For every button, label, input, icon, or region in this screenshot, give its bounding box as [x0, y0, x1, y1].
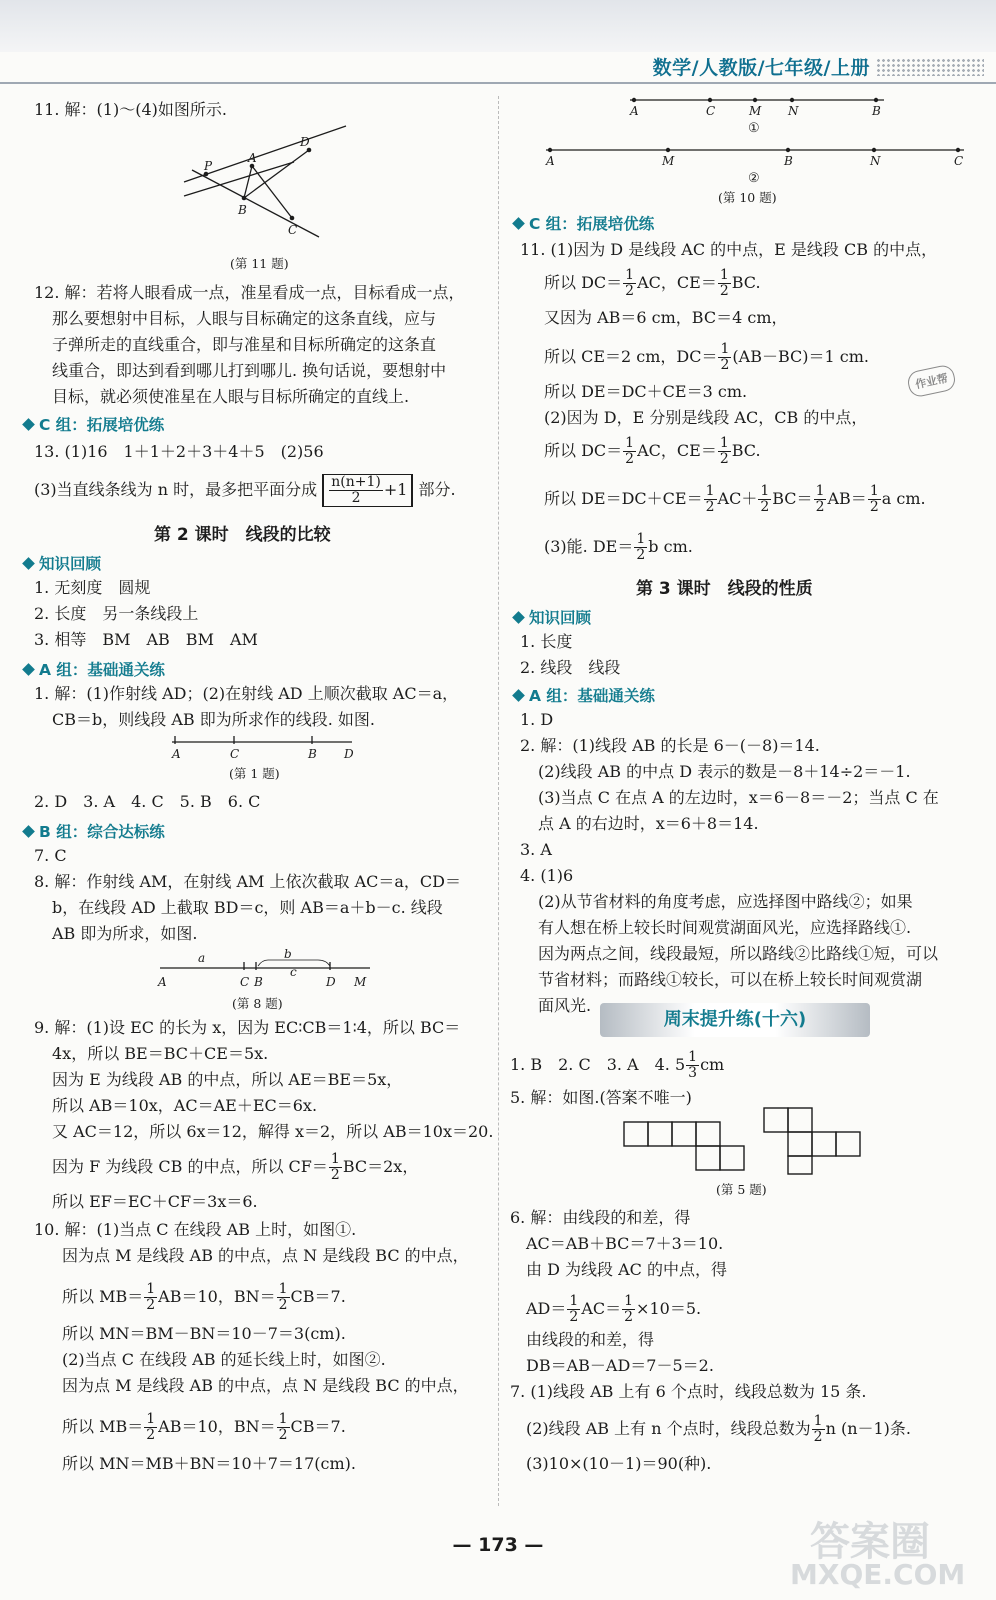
c11e4-pre: 所以 DE＝DC＋CE＝ [544, 489, 703, 508]
recall-right-1: 1. 长度 [520, 632, 573, 651]
fig11-label-c: C [288, 223, 298, 237]
diamond-icon [22, 663, 35, 676]
column-divider [498, 96, 499, 1506]
c11e4-c: AB＝ [827, 489, 867, 508]
c11e2-post: (AB－BC)＝1 cm. [732, 347, 869, 366]
q13-denominator: 2 [351, 490, 361, 506]
w6eq-post: ×10＝5. [636, 1299, 702, 1318]
b10-eq-2 [62, 1412, 346, 1443]
w1-frac [686, 1050, 699, 1081]
c11e2-num: 1 [720, 341, 730, 357]
c11e4-post: a cm. [881, 489, 926, 508]
c11-line-4: (2)因为 D，E 分别是线段 AC，CB 的中点， [544, 408, 868, 427]
c11e4-frac-4 [868, 484, 881, 515]
fig8-label-c: C [240, 975, 250, 989]
c11e3-den-2: 2 [719, 451, 729, 467]
w6eq-num-1: 1 [569, 1293, 579, 1309]
lesson-2-title: 第 2 课时 线段的比较 [154, 525, 331, 545]
fig10-mark-2: ② [748, 171, 760, 186]
watermark-stamp: 作业帮 [906, 363, 957, 398]
b10e2-post: CB＝7. [290, 1417, 346, 1436]
q13-part-3 [34, 474, 456, 507]
fig8-label-seg-a: a [198, 951, 206, 965]
header-rule [0, 82, 996, 84]
fig10-l2-m: M [662, 154, 675, 168]
header-dot-pattern [876, 58, 984, 76]
b10e1-mid: AB＝10，BN＝ [158, 1287, 276, 1306]
b10-part2-line-2: 因为点 M 是线段 AB 的中点，点 N 是线段 BC 的中点， [62, 1376, 469, 1395]
fig11-label-p: P [204, 159, 213, 173]
c11e1-frac-2 [718, 268, 731, 299]
b10e2-num-1: 1 [146, 1411, 156, 1427]
c11e4-den-3: 2 [815, 499, 825, 515]
b9-line-6 [52, 1152, 418, 1183]
w7-line-1: 7. (1)线段 AB 上有 6 个点时，线段总数为 15 条. [510, 1382, 867, 1401]
w5: 5. 解：如图.(答案不唯一) [510, 1088, 692, 1107]
w6eq-pre: AD＝ [526, 1299, 567, 1318]
fig10-l1-c: C [706, 104, 716, 118]
q13-bracket [322, 474, 413, 507]
fig8-label-d: D [326, 975, 336, 989]
w1-num: 1 [688, 1049, 698, 1065]
b8-line-2: b，在线段 AD 上截取 BD＝c，则 AB＝a＋b－c. 线段 [52, 898, 443, 917]
c11e4-den-4: 2 [869, 499, 879, 515]
w6-line-3: 由 D 为线段 AC 的中点，得 [526, 1260, 727, 1279]
ra2-line-2: (2)线段 AB 的中点 D 表示的数是－8＋14÷2＝－1. [538, 762, 911, 781]
b10e1-num-2: 1 [278, 1281, 288, 1297]
fig10-l2-c: C [954, 154, 964, 168]
q13-numerator: n(n+1) [331, 474, 381, 490]
recall-right-2: 2. 线段 线段 [520, 658, 621, 677]
fig1-label-c: C [230, 747, 240, 761]
c11-eq-5 [544, 532, 693, 563]
diamond-icon [512, 689, 525, 702]
w6eq-frac-2 [622, 1294, 635, 1325]
recall-2: 2. 长度 另一条线段上 [34, 604, 199, 623]
c11e3-mid: AC，CE＝ [637, 441, 717, 460]
fig8-label-b: B [254, 975, 263, 989]
w6eq-mid: AC＝ [581, 1299, 622, 1318]
ra4-line-3: 有人想在桥上较长时间观赏湖面风光，应选择路线①. [538, 918, 912, 937]
section-b-label: B 组：综合达标练 [39, 823, 165, 841]
b9-line-3: 因为 E 为线段 AB 的中点，所以 AE＝BE＝5x， [52, 1070, 403, 1089]
fig5-caption: (第 5 题) [716, 1182, 767, 1197]
b10-part2-line-1: (2)当点 C 在线段 AB 的延长线上时，如图②. [62, 1350, 386, 1369]
w7-line-2 [526, 1414, 911, 1445]
c11e4-num-3: 1 [815, 483, 825, 499]
section-recall-label: 知识回顾 [39, 555, 102, 573]
header-title: 数学/人教版/七年级/上册 [652, 57, 870, 79]
b9f-post: BC＝2x， [342, 1157, 419, 1176]
b10e2-mid: AB＝10，BN＝ [158, 1417, 276, 1436]
a1-line-2: CB＝b，则线段 AB 即为所求作的线段. 如图. [52, 710, 375, 729]
q12-line-4: 线重合，即达到看到哪儿打到哪儿. 换句话说，要想射中 [52, 361, 447, 380]
figure-11 [184, 120, 394, 260]
c11e2-pre: 所以 CE＝2 cm，DC＝ [544, 347, 718, 366]
c11e4-frac-2 [758, 484, 771, 515]
fig11-caption: (第 11 题) [230, 256, 289, 271]
watermark-site: 答案圈 [810, 1519, 930, 1565]
c11e5-frac [634, 532, 647, 563]
c11e5-post: b cm. [648, 537, 693, 556]
c11e3-den-1: 2 [625, 451, 635, 467]
diamond-icon [512, 611, 525, 624]
c11e2-den: 2 [720, 357, 730, 373]
w6-line-1: 6. 解：由线段的和差，得 [510, 1208, 691, 1227]
c11e5-num: 1 [636, 531, 646, 547]
c11e4-a: AC＋ [717, 489, 758, 508]
q11-text: 11. 解：(1)～(4)如图所示. [34, 100, 227, 119]
b9-line-1: 9. 解：(1)设 EC 的长为 x，因为 EC∶CB＝1∶4，所以 BC＝ [34, 1018, 461, 1037]
q13-part-1: 13. (1)16 1＋1＋2＋3＋4＋5 (2)56 [34, 442, 324, 461]
fig11-label-d: D [300, 135, 310, 149]
c11e1-frac-1 [623, 268, 636, 299]
w6eq-num-2: 1 [624, 1293, 634, 1309]
section-b-group [24, 820, 165, 842]
ra1: 1. D [520, 710, 554, 729]
fig10-l1-m: M [749, 104, 762, 118]
c11-eq-4 [544, 484, 926, 515]
section-c-label-right: C 组：拓展培优练 [529, 215, 655, 233]
q13-pre: (3)当直线条线为 n 时，最多把平面分成 [34, 480, 318, 499]
c11e4-num-2: 1 [760, 483, 770, 499]
section-a-label-right: A 组：基础通关练 [529, 687, 655, 705]
q12-line-5: 目标，就必须使准星在人眼与目标所确定的直线上. [52, 387, 410, 406]
page-number: — 173 — [452, 1534, 544, 1556]
b10-result-1: 所以 MN＝BM－BN＝10－7＝3(cm). [62, 1324, 346, 1343]
c11-line-2: 又因为 AB＝6 cm，BC＝4 cm， [544, 308, 788, 327]
w7-post: n (n－1)条. [825, 1419, 912, 1438]
w6-eq [526, 1294, 701, 1325]
figure-5-nets [624, 1104, 944, 1174]
section-a-group-right [514, 684, 655, 706]
c11e3-num-1: 1 [625, 435, 635, 451]
fig10-l2-a: A [546, 154, 555, 168]
ra4-line-2: (2)从节省材料的角度考虑，应选择图中路线②；如果 [538, 892, 913, 911]
b10-line-1: 10. 解：(1)当点 C 在线段 AB 上时，如图①. [34, 1220, 357, 1239]
c11e4-den-2: 2 [760, 499, 770, 515]
b10-eq-1 [62, 1282, 346, 1313]
w7-frac [812, 1414, 825, 1445]
b10e1-num-1: 1 [146, 1281, 156, 1297]
q12-line-3: 子弹所走的直线重合，即与准星和目标所确定的这条直 [52, 335, 437, 354]
b9-line-7: 所以 EF＝EC＋CF＝3x＝6. [52, 1192, 258, 1211]
watermark-url: MXQE.COM [790, 1558, 966, 1591]
b9-line-4: 所以 AB＝10x，AC＝AE＋EC＝6x. [52, 1096, 318, 1115]
c11-eq-1 [544, 268, 761, 299]
lesson-3-title: 第 3 课时 线段的性质 [636, 579, 813, 599]
fig8-label-a: A [158, 975, 167, 989]
section-c-label: C 组：拓展培优练 [39, 416, 165, 434]
section-c-group-left [24, 413, 164, 435]
b9f-fraction [329, 1152, 342, 1183]
b9-line-2: 4x，所以 BE＝BC＋CE＝5x. [52, 1044, 269, 1063]
b10e2-pre: 所以 MB＝ [62, 1417, 144, 1436]
q13-post: 部分. [418, 480, 456, 499]
weekend-practice-banner: 周末提升练(十六) [600, 1003, 870, 1037]
ra4-line-5: 节省材料；而路线①较长，可以在桥上较长时间观赏湖 [538, 970, 923, 989]
fig1-caption: (第 1 题) [229, 766, 280, 781]
b10e1-den-2: 2 [278, 1297, 288, 1313]
c11e1-pre: 所以 DC＝ [544, 273, 623, 292]
c11e4-frac-3 [814, 484, 827, 515]
c11e4-den-1: 2 [705, 499, 715, 515]
c11e3-pre: 所以 DC＝ [544, 441, 623, 460]
q13-fraction [329, 475, 383, 506]
c11e1-den-2: 2 [719, 283, 729, 299]
fig10-l1-b: B [872, 104, 881, 118]
c11e1-num-2: 1 [719, 267, 729, 283]
diamond-icon [22, 418, 35, 431]
b10e1-pre: 所以 MB＝ [62, 1287, 144, 1306]
c11e4-frac-1 [704, 484, 717, 515]
ra4-line-4: 因为两点之间，线段最短，所以路线②比路线①短，可以 [538, 944, 939, 963]
ra2-line-1: 2. 解：(1)线段 AB 的长是 6－(－8)＝14. [520, 736, 820, 755]
fig8-label-m: M [354, 975, 367, 989]
c11e3-frac-2 [718, 436, 731, 467]
ra4-line-1: 4. (1)6 [520, 866, 574, 885]
a-answers-2-6: 2. D 3. A 4. C 5. B 6. C [34, 792, 261, 811]
w7-pre: (2)线段 AB 上有 n 个点时，线段总数为 [526, 1419, 811, 1438]
c11e5-den: 2 [636, 547, 646, 563]
section-recall-label-right: 知识回顾 [529, 609, 592, 627]
diamond-icon [512, 217, 525, 230]
b8-line-1: 8. 解：作射线 AM，在射线 AM 上依次截取 AC＝a，CD＝ [34, 872, 461, 891]
c11e4-num-1: 1 [705, 483, 715, 499]
c11-line-1: 11. (1)因为 D 是线段 AC 的中点，E 是线段 CB 的中点， [520, 240, 938, 259]
fig10-l1-a: A [630, 104, 639, 118]
b8-line-3: AB 即为所求，如图. [52, 924, 198, 943]
b9f-den: 2 [330, 1167, 340, 1183]
c11e3-frac-1 [623, 436, 636, 467]
fig10-mark-1: ① [748, 121, 760, 136]
ra2-line-4: 点 A 的右边时，x＝6＋8＝14. [538, 814, 759, 833]
recall-3: 3. 相等 BM AB BM AM [34, 630, 258, 649]
b9f-pre: 因为 F 为线段 CB 的中点，所以 CF＝ [52, 1157, 328, 1176]
fig10-l2-b: B [784, 154, 793, 168]
c11e3-post: BC. [731, 441, 761, 460]
recall-1: 1. 无刻度 圆规 [34, 578, 151, 597]
header-band [0, 0, 996, 52]
figure-10 [544, 94, 984, 194]
w7-line-3: (3)10×(10－1)＝90(种). [526, 1454, 712, 1473]
figure-8 [158, 947, 378, 992]
b7: 7. C [34, 846, 67, 865]
b10e1-frac-2 [277, 1282, 290, 1313]
fig11-label-b: B [238, 203, 247, 217]
w1-pre: 1. B 2. C 3. A 4. 5 [510, 1055, 686, 1074]
diamond-icon [22, 557, 35, 570]
w6-line-2: AC＝AB＋BC＝7＋3＝10. [526, 1234, 724, 1253]
diamond-icon [22, 825, 35, 838]
c11-line-3: 所以 DE＝DC＋CE＝3 cm. [544, 382, 748, 401]
b10e1-den-1: 2 [146, 1297, 156, 1313]
ra3: 3. A [520, 840, 552, 859]
w6-line-5: DB＝AB－AD＝7－5＝2. [526, 1356, 714, 1375]
ra4-line-6: 面风光. [538, 996, 592, 1015]
q13-plus: +1 [383, 480, 408, 499]
section-a-label: A 组：基础通关练 [39, 661, 165, 679]
c11e4-num-4: 1 [869, 483, 879, 499]
fig11-label-a: A [248, 151, 257, 165]
fig8-caption: (第 8 题) [232, 996, 283, 1011]
b10e2-den-1: 2 [146, 1427, 156, 1443]
w1-post: cm [700, 1055, 725, 1074]
w7-num: 1 [813, 1413, 823, 1429]
c11e1-den-1: 2 [625, 283, 635, 299]
section-recall-left [24, 552, 101, 574]
figure-1 [172, 736, 362, 766]
b10e1-post: CB＝7. [290, 1287, 346, 1306]
b10e2-frac-2 [277, 1412, 290, 1443]
section-a-group-left [24, 658, 165, 680]
c11e3-num-2: 1 [719, 435, 729, 451]
w6eq-den-1: 2 [569, 1309, 579, 1325]
w6-line-4: 由线段的和差，得 [526, 1330, 655, 1349]
section-c-group-right [514, 212, 654, 234]
weekend-answers-1-4 [510, 1050, 724, 1081]
section-recall-right [514, 606, 591, 628]
fig10-l2-n: N [870, 154, 881, 168]
b10e2-frac-1 [144, 1412, 157, 1443]
c11-eq-2 [544, 342, 869, 373]
b9f-num: 1 [330, 1151, 340, 1167]
b10e1-frac-1 [144, 1282, 157, 1313]
c11e5-pre: (3)能. DE＝ [544, 537, 634, 556]
w6eq-den-2: 2 [624, 1309, 634, 1325]
b10e2-den-2: 2 [278, 1427, 288, 1443]
fig1-label-a: A [172, 747, 181, 761]
q12-line-1: 12. 解：若将人眼看成一点，准星看成一点，目标看成一点， [34, 283, 465, 302]
fig1-label-d: D [344, 747, 354, 761]
c11e1-post: BC. [731, 273, 761, 292]
fig10-l1-n: N [788, 104, 799, 118]
b9-line-5: 又 AC＝12，所以 6x＝12，解得 x＝2，所以 AB＝10x＝20. [52, 1122, 494, 1141]
c11e2-frac [718, 342, 731, 373]
c11e4-b: BC＝ [772, 489, 813, 508]
c11-eq-3 [544, 436, 761, 467]
fig1-label-b: B [308, 747, 317, 761]
b10e2-num-2: 1 [278, 1411, 288, 1427]
b10-line-2: 因为点 M 是线段 AB 的中点，点 N 是线段 BC 的中点， [62, 1246, 469, 1265]
c11e1-num-1: 1 [625, 267, 635, 283]
a1-line-1: 1. 解：(1)作射线 AD；(2)在射线 AD 上顺次截取 AC＝a， [34, 684, 459, 703]
w1-den: 3 [688, 1065, 698, 1081]
fig10-caption: (第 10 题) [718, 190, 777, 205]
c11e1-mid: AC，CE＝ [637, 273, 717, 292]
q12-line-2: 那么要想射中目标，人眼与目标确定的这条直线，应与 [52, 309, 437, 328]
fig8-label-seg-c: c [290, 965, 297, 979]
b10-result-2: 所以 MN＝MB＋BN＝10＋7＝17(cm). [62, 1454, 356, 1473]
ra2-line-3: (3)当点 C 在点 A 的左边时，x＝6－8＝－2；当点 C 在 [538, 788, 939, 807]
fig8-label-seg-b: b [284, 947, 292, 961]
w7-den: 2 [813, 1429, 823, 1445]
w6eq-frac-1 [567, 1294, 580, 1325]
